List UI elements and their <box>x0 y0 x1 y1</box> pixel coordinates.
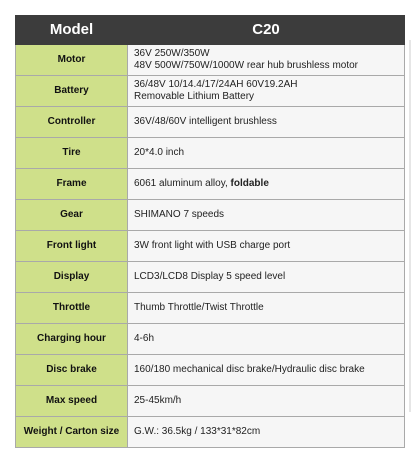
header-model: Model <box>16 16 128 45</box>
row-value <box>128 76 405 107</box>
value-text: 6061 aluminum alloy, <box>134 178 231 189</box>
row-label: Frame <box>16 169 128 200</box>
row-label: Gear <box>16 200 128 231</box>
table-row-frame <box>16 169 405 200</box>
table-row-tire <box>16 138 405 169</box>
row-label: Weight / Carton size <box>16 417 128 448</box>
table-row-weight <box>16 417 405 448</box>
table-row-motor <box>16 45 405 76</box>
row-value: 3W front light with USB charge port <box>128 231 405 262</box>
row-value: 36V/48/60V intelligent brushless <box>128 107 405 138</box>
row-label: Throttle <box>16 293 128 324</box>
row-label: Motor <box>16 45 128 76</box>
table-row-front-light <box>16 231 405 262</box>
value-line: Removable Lithium Battery <box>134 91 255 102</box>
table-row-battery <box>16 76 405 107</box>
row-value: Thumb Throttle/Twist Throttle <box>128 293 405 324</box>
row-label: Display <box>16 262 128 293</box>
table-row-max-speed <box>16 386 405 417</box>
row-value: 160/180 mechanical disc brake/Hydraulic disc brake <box>128 355 405 386</box>
row-value: G.W.: 36.5kg / 133*31*82cm <box>128 417 405 448</box>
table-row-controller <box>16 107 405 138</box>
row-value: 25-45km/h <box>128 386 405 417</box>
value-line: 36/48V 10/14.4/17/24AH 60V19.2AH <box>134 79 298 90</box>
value-line: 36V 250W/350W <box>134 48 210 59</box>
row-label: Disc brake <box>16 355 128 386</box>
table-row-throttle <box>16 293 405 324</box>
row-value: 20*4.0 inch <box>128 138 405 169</box>
table-row-gear <box>16 200 405 231</box>
header-model-name: C20 <box>128 16 405 45</box>
table-row-disc-brake <box>16 355 405 386</box>
row-label: Controller <box>16 107 128 138</box>
row-label: Battery <box>16 76 128 107</box>
row-value: LCD3/LCD8 Display 5 speed level <box>128 262 405 293</box>
row-value <box>128 45 405 76</box>
header-row <box>16 16 405 45</box>
row-value <box>128 169 405 200</box>
page-edge-shadow <box>409 40 411 412</box>
row-label: Charging hour <box>16 324 128 355</box>
value-line: 48V 500W/750W/1000W rear hub brushless motor <box>134 60 358 71</box>
row-label: Tire <box>16 138 128 169</box>
table-row-display <box>16 262 405 293</box>
value-bold-text: foldable <box>230 178 269 189</box>
table-row-charging-hour <box>16 324 405 355</box>
row-label: Front light <box>16 231 128 262</box>
row-value: SHIMANO 7 speeds <box>128 200 405 231</box>
spec-table <box>15 15 405 448</box>
row-label: Max speed <box>16 386 128 417</box>
row-value: 4-6h <box>128 324 405 355</box>
